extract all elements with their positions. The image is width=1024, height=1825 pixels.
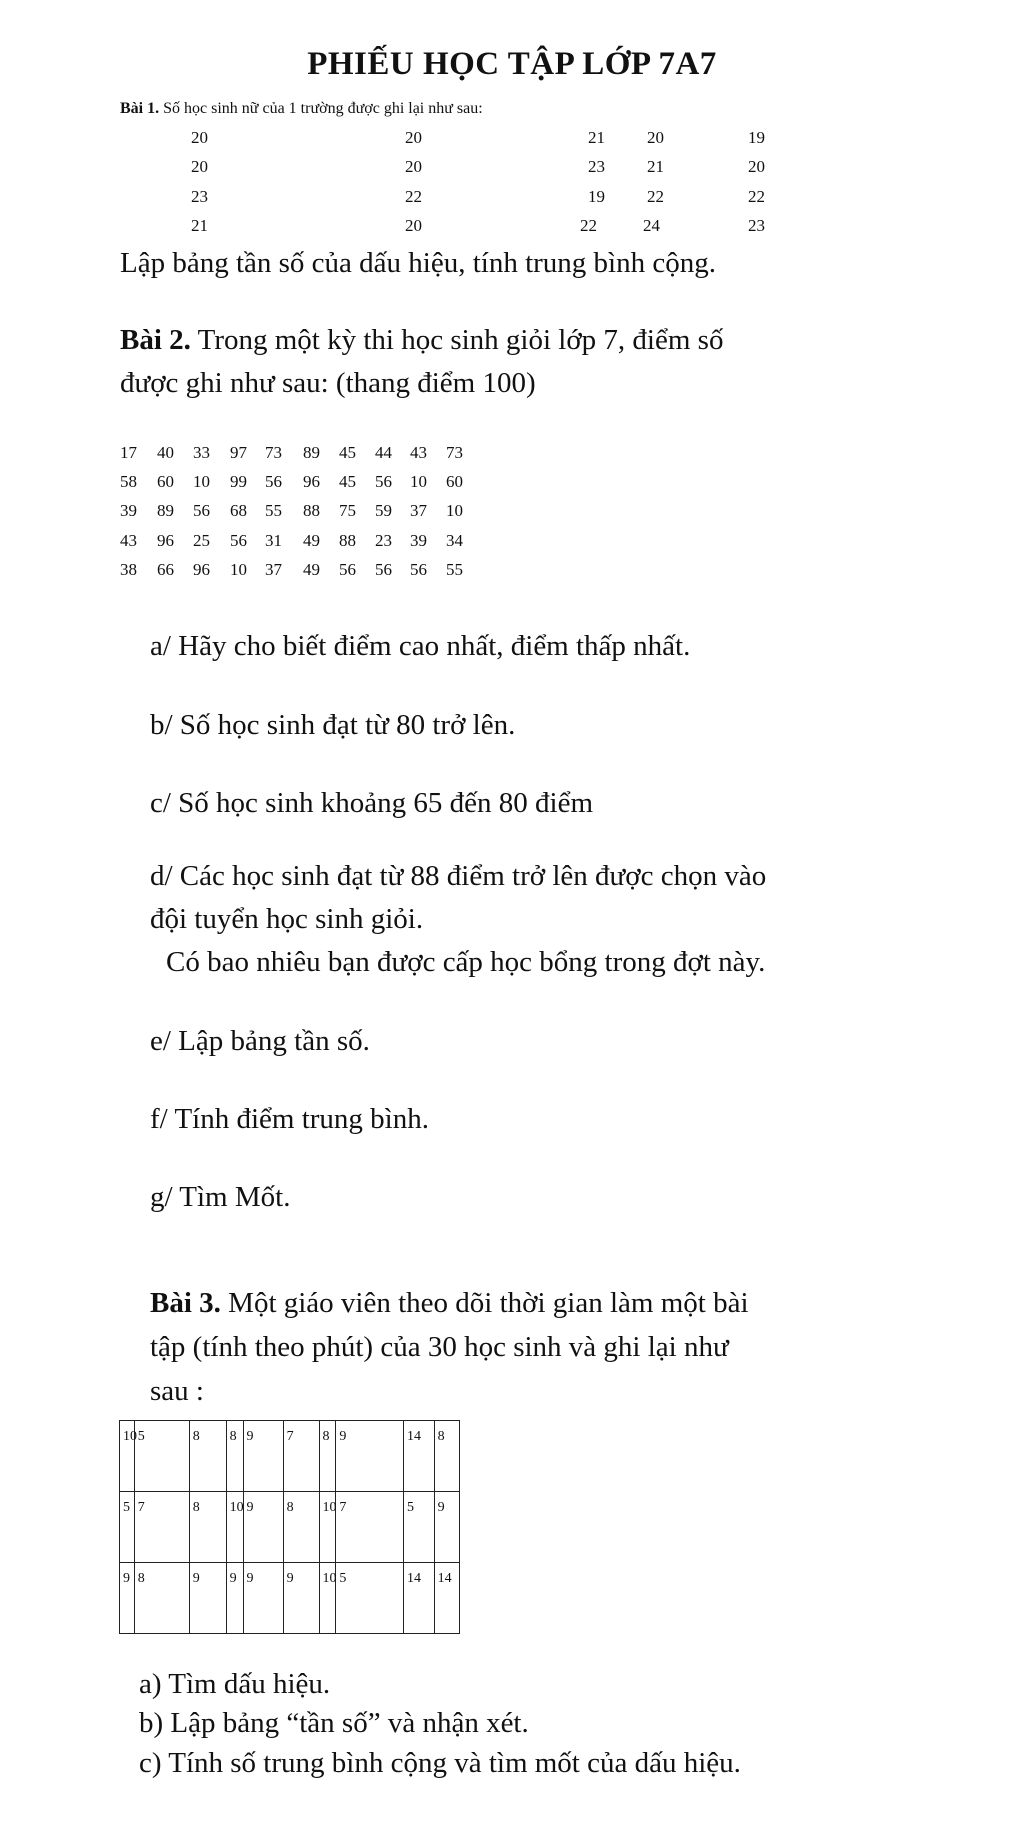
bai2-score: 96 — [303, 472, 320, 491]
table-cell: 8 — [226, 1421, 243, 1492]
bai2-score: 17 — [120, 443, 137, 462]
bai2-question-e: e/ Lập bảng tần số. — [150, 1025, 370, 1057]
bai2-score: 55 — [446, 560, 463, 579]
table-cell: 9 — [434, 1492, 459, 1563]
bai2-question-g: g/ Tìm Mốt. — [150, 1181, 291, 1213]
bai1-label: Bài 1. — [120, 100, 160, 117]
bai2-question-a: a/ Hãy cho biết điểm cao nhất, điểm thấp nhất. — [150, 630, 691, 662]
bai2-score: 31 — [265, 531, 282, 550]
table-cell: 5 — [336, 1563, 404, 1634]
bai1-value: 20 — [191, 128, 208, 147]
bai2-score: 73 — [446, 443, 463, 462]
worksheet-title: PHIẾU HỌC TẬP LỚP 7A7 — [307, 46, 717, 82]
bai2-question-b: b/ Số học sinh đạt từ 80 trở lên. — [150, 709, 516, 741]
bai2-line2: được ghi như sau: (thang điểm 100) — [120, 367, 536, 399]
bai1-value: 20 — [647, 128, 664, 147]
bai1-value: 23 — [191, 187, 208, 206]
bai2-score: 56 — [375, 472, 392, 491]
table-cell: 14 — [434, 1563, 459, 1634]
bai2-score: 10 — [193, 472, 210, 491]
bai2-score: 10 — [446, 501, 463, 520]
table-cell: 10 — [120, 1421, 135, 1492]
table-cell: 8 — [189, 1492, 226, 1563]
bai2-score: 89 — [157, 501, 174, 520]
bai1-value: 19 — [748, 128, 765, 147]
bai1-value: 20 — [405, 128, 422, 147]
bai1-task: Lập bảng tần số của dấu hiệu, tính trung bình cộng. — [120, 247, 716, 279]
table-cell: 9 — [243, 1421, 283, 1492]
table-cell: 14 — [403, 1563, 434, 1634]
table-cell: 9 — [336, 1421, 404, 1492]
bai2-score: 49 — [303, 560, 320, 579]
bai2-score: 89 — [303, 443, 320, 462]
bai2-score: 25 — [193, 531, 210, 550]
bai2-score: 43 — [120, 531, 137, 550]
table-cell: 5 — [403, 1492, 434, 1563]
bai2-score: 99 — [230, 472, 247, 491]
bai3-line1-text: Một giáo viên theo dõi thời gian làm một bài — [220, 1287, 749, 1319]
bai2-score: 66 — [157, 560, 174, 579]
bai2-score: 56 — [339, 560, 356, 579]
bai3-question-a: a) Tìm dấu hiệu. — [139, 1668, 331, 1700]
table-cell: 9 — [243, 1492, 283, 1563]
bai2-question-c: c/ Số học sinh khoảng 65 đến 80 điểm — [150, 787, 594, 819]
bai2-score: 45 — [339, 472, 356, 491]
bai2-score: 33 — [193, 443, 210, 462]
bai1-value: 22 — [748, 187, 765, 206]
table-cell: 9 — [283, 1563, 319, 1634]
table-cell: 10 — [319, 1563, 336, 1634]
bai2-score: 39 — [120, 501, 137, 520]
bai2-score: 56 — [193, 501, 210, 520]
bai1-value: 21 — [191, 216, 208, 235]
table-cell: 7 — [134, 1492, 189, 1563]
table-cell: 5 — [134, 1421, 189, 1492]
bai3-label: Bài 3. — [150, 1287, 221, 1319]
bai2-score: 10 — [230, 560, 247, 579]
bai2-score: 10 — [410, 472, 427, 491]
bai2-line1-text: Trong một kỳ thi học sinh giỏi lớp 7, điểm số — [190, 324, 724, 356]
bai3-question-b: b) Lập bảng “tần số” và nhận xét. — [139, 1707, 529, 1739]
table-cell: 8 — [319, 1421, 336, 1492]
bai1-value: 20 — [191, 157, 208, 176]
bai1-value: 24 — [643, 216, 660, 235]
bai3-time-table — [119, 1420, 460, 1634]
bai2-score: 44 — [375, 443, 392, 462]
bai3-line1 — [150, 1287, 749, 1320]
bai2-score: 88 — [339, 531, 356, 550]
table-cell: 9 — [243, 1563, 283, 1634]
table-cell: 8 — [434, 1421, 459, 1492]
table-cell: 8 — [189, 1421, 226, 1492]
bai1-intro — [120, 100, 483, 118]
bai1-value: 22 — [647, 187, 664, 206]
table-cell: 7 — [283, 1421, 319, 1492]
bai2-score: 75 — [339, 501, 356, 520]
bai2-question-d-line3: Có bao nhiêu bạn được cấp học bổng trong đợt này. — [166, 946, 766, 978]
bai2-score: 88 — [303, 501, 320, 520]
bai2-label: Bài 2. — [120, 324, 191, 356]
bai2-score: 97 — [230, 443, 247, 462]
table-row — [120, 1563, 460, 1634]
bai2-score: 68 — [230, 501, 247, 520]
bai3-line2: tập (tính theo phút) của 30 học sinh và ghi lại như — [150, 1331, 729, 1363]
bai2-score: 55 — [265, 501, 282, 520]
table-cell: 5 — [120, 1492, 135, 1563]
bai1-value: 23 — [588, 157, 605, 176]
table-cell: 14 — [403, 1421, 434, 1492]
table-cell: 10 — [226, 1492, 243, 1563]
bai2-score: 37 — [410, 501, 427, 520]
bai2-score: 43 — [410, 443, 427, 462]
bai1-value: 20 — [405, 216, 422, 235]
bai1-value: 21 — [647, 157, 664, 176]
table-cell: 9 — [226, 1563, 243, 1634]
bai2-question-d-line1: d/ Các học sinh đạt từ 88 điểm trở lên được chọn vào — [150, 860, 767, 892]
bai2-question-d-line2: đội tuyển học sinh giỏi. — [150, 903, 424, 935]
table-cell: 8 — [283, 1492, 319, 1563]
bai1-value: 23 — [748, 216, 765, 235]
bai2-score: 49 — [303, 531, 320, 550]
bai2-question-f: f/ Tính điểm trung bình. — [150, 1103, 429, 1135]
bai1-value: 22 — [405, 187, 422, 206]
bai3-question-c: c) Tính số trung bình cộng và tìm mốt của dấu hiệu. — [139, 1747, 741, 1779]
bai3-line3: sau : — [150, 1375, 204, 1407]
bai2-score: 37 — [265, 560, 282, 579]
table-cell: 10 — [319, 1492, 336, 1563]
bai2-score: 73 — [265, 443, 282, 462]
bai2-score: 39 — [410, 531, 427, 550]
table-cell: 7 — [336, 1492, 404, 1563]
table-cell: 9 — [120, 1563, 135, 1634]
bai2-score: 34 — [446, 531, 463, 550]
bai1-value: 19 — [588, 187, 605, 206]
bai2-score: 23 — [375, 531, 392, 550]
bai2-score: 59 — [375, 501, 392, 520]
bai2-score: 38 — [120, 560, 137, 579]
table-cell: 9 — [189, 1563, 226, 1634]
bai2-line1 — [120, 324, 723, 357]
bai2-score: 96 — [157, 531, 174, 550]
bai2-score: 60 — [157, 472, 174, 491]
table-row — [120, 1421, 460, 1492]
bai2-score: 96 — [193, 560, 210, 579]
bai2-score: 40 — [157, 443, 174, 462]
bai2-score: 58 — [120, 472, 137, 491]
table-row — [120, 1492, 460, 1563]
bai1-intro-text: Số học sinh nữ của 1 trường được ghi lại như sau: — [159, 100, 483, 117]
bai2-score: 45 — [339, 443, 356, 462]
bai2-score: 56 — [375, 560, 392, 579]
bai1-value: 20 — [748, 157, 765, 176]
bai2-score: 60 — [446, 472, 463, 491]
bai2-score: 56 — [230, 531, 247, 550]
bai1-value: 22 — [580, 216, 597, 235]
bai2-score: 56 — [265, 472, 282, 491]
table-cell: 8 — [134, 1563, 189, 1634]
bai1-value: 21 — [588, 128, 605, 147]
bai2-score: 56 — [410, 560, 427, 579]
bai1-value: 20 — [405, 157, 422, 176]
